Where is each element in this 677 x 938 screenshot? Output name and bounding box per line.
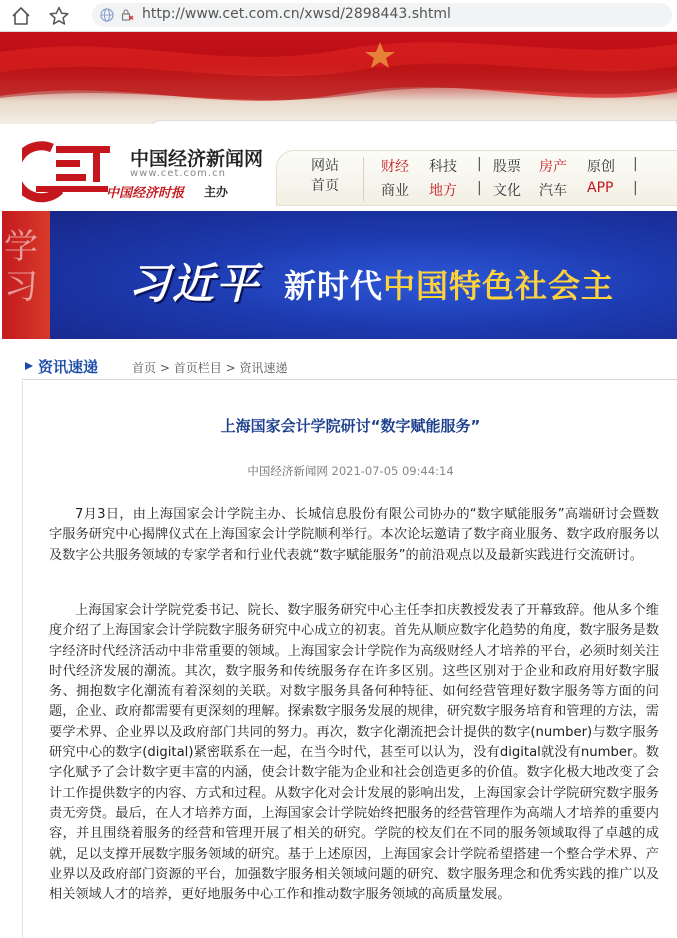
section-arrow-icon xyxy=(24,361,34,371)
nav-item-finance[interactable]: 财经 xyxy=(381,159,409,175)
nav-item-auto[interactable]: 汽车 xyxy=(539,183,567,199)
nav-separator: | xyxy=(477,180,482,196)
not-secure-icon[interactable] xyxy=(120,8,134,22)
logo-url: www.cet.com.cn xyxy=(130,168,226,179)
article-meta xyxy=(23,463,677,479)
nav-home-line2: 首页 xyxy=(311,178,339,194)
url-text: http://www.cet.com.cn/xwsd/2898443.shtml xyxy=(142,6,451,22)
nav-separator: | xyxy=(633,156,638,172)
banner-left-text: 学习 xyxy=(4,227,38,307)
logo-host-label: 主办 xyxy=(204,185,229,199)
section-title[interactable]: 资讯速递 xyxy=(38,358,99,376)
logo-newspaper: 中国经济时报 xyxy=(106,186,185,201)
logo-title: 中国经济新闻网 xyxy=(130,148,264,170)
browser-toolbar xyxy=(0,0,677,32)
nav-item-app[interactable]: APP xyxy=(587,180,614,196)
article-source[interactable]: 中国经济新闻网 xyxy=(247,464,328,478)
article-datetime: 2021-07-05 09:44:14 xyxy=(331,464,454,478)
breadcrumb-separator: > xyxy=(159,361,174,375)
nav-home-line1: 网站 xyxy=(311,158,339,174)
breadcrumb-separator: > xyxy=(225,361,240,375)
banner-headline-white: 新时代 xyxy=(284,267,384,305)
nav-item-business[interactable]: 商业 xyxy=(381,183,409,199)
banner-headline xyxy=(284,261,614,307)
bookmark-star-icon[interactable] xyxy=(48,5,70,27)
breadcrumb xyxy=(132,359,287,376)
breadcrumb-current[interactable]: 资讯速递 xyxy=(239,361,288,375)
nav-item-original[interactable]: 原创 xyxy=(587,159,615,175)
article-paragraph: 7月3日，由上海国家会计学院主办、长城信息股份有限公司协办的“数字赋能服务”高端研讨会暨数字服务研究中心揭牌仪式在上海国家会计学院顺利举行。本次论坛邀请了数字商业服务、数字政府服务以及数字公共服务领域的专家学者和行业代表就“数字赋能服务”的前沿观点以及最新实践进行交流研讨。 xyxy=(49,507,659,563)
nav-item-local[interactable]: 地方 xyxy=(429,183,457,199)
address-bar[interactable] xyxy=(92,3,672,27)
top-red-banner xyxy=(0,32,677,124)
breadcrumb-home[interactable]: 首页 xyxy=(132,361,157,375)
article-container xyxy=(22,381,677,938)
home-icon[interactable] xyxy=(10,5,32,27)
nav-item-stocks[interactable]: 股票 xyxy=(493,159,521,175)
article-headline: 上海国家会计学院研讨“数字赋能服务” xyxy=(220,417,481,435)
banner-left-panel xyxy=(2,211,50,339)
breadcrumb-column[interactable]: 首页栏目 xyxy=(173,361,222,375)
flag-wave-decoration xyxy=(0,32,677,124)
nav-separator: | xyxy=(477,156,482,172)
nav-homepage-link[interactable] xyxy=(303,156,347,196)
nav-divider xyxy=(363,157,364,201)
nav-item-culture[interactable]: 文化 xyxy=(493,183,521,199)
nav-separator: | xyxy=(633,180,638,196)
banner-headline-yellow: 中国特色社会主 xyxy=(383,267,615,305)
banner-name: 习近平 xyxy=(128,259,261,308)
cet-logo-icon xyxy=(22,134,112,204)
slogan-banner[interactable] xyxy=(2,211,677,339)
site-logo[interactable] xyxy=(22,134,264,204)
main-nav xyxy=(276,150,677,206)
globe-icon xyxy=(100,8,114,22)
article-paragraph: 上海国家会计学院党委书记、院长、数字服务研究中心主任李扣庆教授发表了开幕致辞。他从多个维度介绍了上海国家会计学院数字服务研究中心成立的初衷。首先从顺应数字化趋势的角度，数字服务是数字经济时代经济活动中非常重要的领域。上海国家会计学院作为高级财经人才培养的平台，必须时刻关注时代经济发展的潮流。其次，数字服务和传统服务存在许多区别。这些区别对于企业和政府用好数字服务、拥抱数字化潮流有着深刻的关联。对数字服务具备何种特征、如何经营管理好数字服务等方面的问题，企业、政府都需要有更深刻的理解。探索数字服务发展的规律，研究数字服务培育和管理的方法，需要学术界、企业界以及政府部门共同的努力。再次，数字化潮流把会计提供的数字(number)与数字服务研究中心的数字(digital)紧密联系在一起，在当今时代，甚至可以认为，没有digital就没有number。数字化赋予了会计数字更丰富的内涵，使会计数字能为企业和社会创造更多的价值。数字化极大地改变了会计工作提供数字的内容、方式和过程。从数字化对会计发展的影响出发，上海国家会计学院研究数字服务责无旁贷。最后，在人才培养方面，上海国家会计学院始终把服务的经营管理作为高端人才培养的重要内容，并且围绕着服务的经营和管理开展了相关的研究。学院的校友们在不同的服务领域取得了卓越的成就，足以支撑开展数字服务领域的研究。基于上述原因，上海国家会计学院希望搭建一个整合学术界、产业界以及政府部门资源的平台，加强数字服务相关领域问题的研究、数字服务理念和优秀实践的推广以及相关领域人才的培养，更好地服务中心工作和推动数字服务领域的高质量发展。 xyxy=(49,603,659,903)
section-bar xyxy=(22,352,677,380)
nav-item-realestate[interactable]: 房产 xyxy=(539,159,567,175)
nav-item-tech[interactable]: 科技 xyxy=(429,159,457,175)
